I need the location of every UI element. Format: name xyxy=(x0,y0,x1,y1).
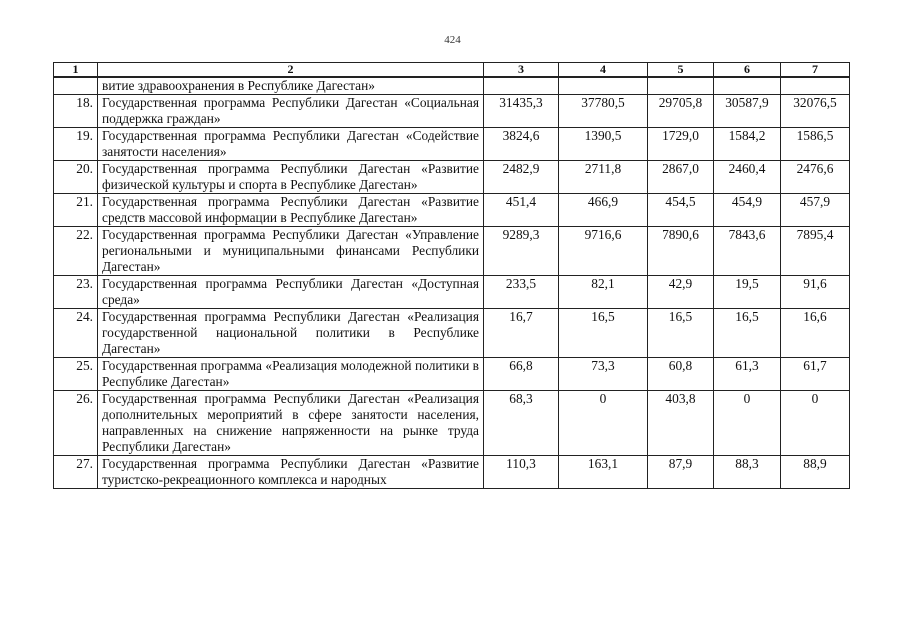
row-number: 27. xyxy=(54,456,98,489)
value-cell xyxy=(648,77,714,95)
value-cell: 16,7 xyxy=(484,309,559,358)
value-cell: 403,8 xyxy=(648,391,714,456)
row-number: 25. xyxy=(54,358,98,391)
table-row xyxy=(54,276,850,309)
value-cell: 457,9 xyxy=(781,194,850,227)
value-cell: 82,1 xyxy=(559,276,648,309)
value-cell: 3824,6 xyxy=(484,128,559,161)
value-cell: 454,5 xyxy=(648,194,714,227)
value-cell xyxy=(714,77,781,95)
value-cell: 73,3 xyxy=(559,358,648,391)
program-name: Государственная программа Республики Дагестан «Реализация государственной национальной политики в Республике Дагестан» xyxy=(98,309,484,358)
budget-table xyxy=(53,62,850,489)
program-name: Государственная программа Республики Дагестан «Содействие занятости населения» xyxy=(98,128,484,161)
table-row xyxy=(54,194,850,227)
row-number: 20. xyxy=(54,161,98,194)
value-cell xyxy=(781,77,850,95)
program-name: Государственная программа «Реализация молодежной политики в Республике Дагестан» xyxy=(98,358,484,391)
value-cell xyxy=(559,77,648,95)
value-cell: 61,3 xyxy=(714,358,781,391)
program-name: Государственная программа Республики Дагестан «Развитие средств массовой информации в Республике Дагестан» xyxy=(98,194,484,227)
value-cell: 66,8 xyxy=(484,358,559,391)
value-cell: 88,3 xyxy=(714,456,781,489)
program-name: Государственная программа Республики Дагестан «Реализация дополнительных мероприятий в сфере занятости населения, направленных на снижение напряженности на рынке труда Республики Дагестан» xyxy=(98,391,484,456)
value-cell: 0 xyxy=(714,391,781,456)
value-cell: 451,4 xyxy=(484,194,559,227)
program-name: Государственная программа Республики Дагестан «Развитие туристско-рекреационного комплекса и народных xyxy=(98,456,484,489)
value-cell: 163,1 xyxy=(559,456,648,489)
value-cell: 30587,9 xyxy=(714,95,781,128)
value-cell: 1390,5 xyxy=(559,128,648,161)
table-row xyxy=(54,309,850,358)
value-cell: 31435,3 xyxy=(484,95,559,128)
row-number: 22. xyxy=(54,227,98,276)
value-cell: 0 xyxy=(781,391,850,456)
value-cell: 2711,8 xyxy=(559,161,648,194)
table-row xyxy=(54,227,850,276)
row-number: 26. xyxy=(54,391,98,456)
value-cell: 42,9 xyxy=(648,276,714,309)
value-cell: 7895,4 xyxy=(781,227,850,276)
value-cell: 87,9 xyxy=(648,456,714,489)
value-cell: 2476,6 xyxy=(781,161,850,194)
value-cell: 9289,3 xyxy=(484,227,559,276)
value-cell: 2867,0 xyxy=(648,161,714,194)
value-cell: 37780,5 xyxy=(559,95,648,128)
table-row xyxy=(54,161,850,194)
table-row xyxy=(54,95,850,128)
value-cell: 0 xyxy=(559,391,648,456)
page-number: 424 xyxy=(444,34,461,46)
value-cell: 2460,4 xyxy=(714,161,781,194)
value-cell: 466,9 xyxy=(559,194,648,227)
program-name: Государственная программа Республики Дагестан «Доступная среда» xyxy=(98,276,484,309)
row-number: 24. xyxy=(54,309,98,358)
value-cell: 61,7 xyxy=(781,358,850,391)
value-cell: 233,5 xyxy=(484,276,559,309)
column-header: 2 xyxy=(98,63,484,78)
program-name: Государственная программа Республики Дагестан «Социальная поддержка граждан» xyxy=(98,95,484,128)
table-row xyxy=(54,391,850,456)
row-number: 21. xyxy=(54,194,98,227)
value-cell: 60,8 xyxy=(648,358,714,391)
row-number: 19. xyxy=(54,128,98,161)
value-cell: 2482,9 xyxy=(484,161,559,194)
value-cell: 19,5 xyxy=(714,276,781,309)
value-cell: 16,5 xyxy=(648,309,714,358)
value-cell: 454,9 xyxy=(714,194,781,227)
value-cell: 91,6 xyxy=(781,276,850,309)
value-cell xyxy=(484,77,559,95)
table-row xyxy=(54,456,850,489)
program-name: Государственная программа Республики Дагестан «Управление региональными и муниципальными финансами Республики Дагестан» xyxy=(98,227,484,276)
value-cell: 16,5 xyxy=(559,309,648,358)
column-header: 6 xyxy=(714,63,781,78)
value-cell: 9716,6 xyxy=(559,227,648,276)
column-header: 1 xyxy=(54,63,98,78)
column-header: 4 xyxy=(559,63,648,78)
program-name: Государственная программа Республики Дагестан «Развитие физической культуры и спорта в Республике Дагестан» xyxy=(98,161,484,194)
table-row xyxy=(54,128,850,161)
table-row xyxy=(54,358,850,391)
header-row xyxy=(54,63,850,78)
row-number: 23. xyxy=(54,276,98,309)
column-header: 5 xyxy=(648,63,714,78)
value-cell: 16,5 xyxy=(714,309,781,358)
value-cell: 1586,5 xyxy=(781,128,850,161)
value-cell: 16,6 xyxy=(781,309,850,358)
value-cell: 7843,6 xyxy=(714,227,781,276)
value-cell: 32076,5 xyxy=(781,95,850,128)
column-header: 7 xyxy=(781,63,850,78)
column-header: 3 xyxy=(484,63,559,78)
value-cell: 1584,2 xyxy=(714,128,781,161)
row-number: 18. xyxy=(54,95,98,128)
row-number xyxy=(54,77,98,95)
value-cell: 88,9 xyxy=(781,456,850,489)
value-cell: 1729,0 xyxy=(648,128,714,161)
value-cell: 7890,6 xyxy=(648,227,714,276)
table-row-continuation xyxy=(54,77,850,95)
value-cell: 29705,8 xyxy=(648,95,714,128)
value-cell: 110,3 xyxy=(484,456,559,489)
program-name: витие здравоохранения в Республике Дагестан» xyxy=(98,77,484,95)
value-cell: 68,3 xyxy=(484,391,559,456)
